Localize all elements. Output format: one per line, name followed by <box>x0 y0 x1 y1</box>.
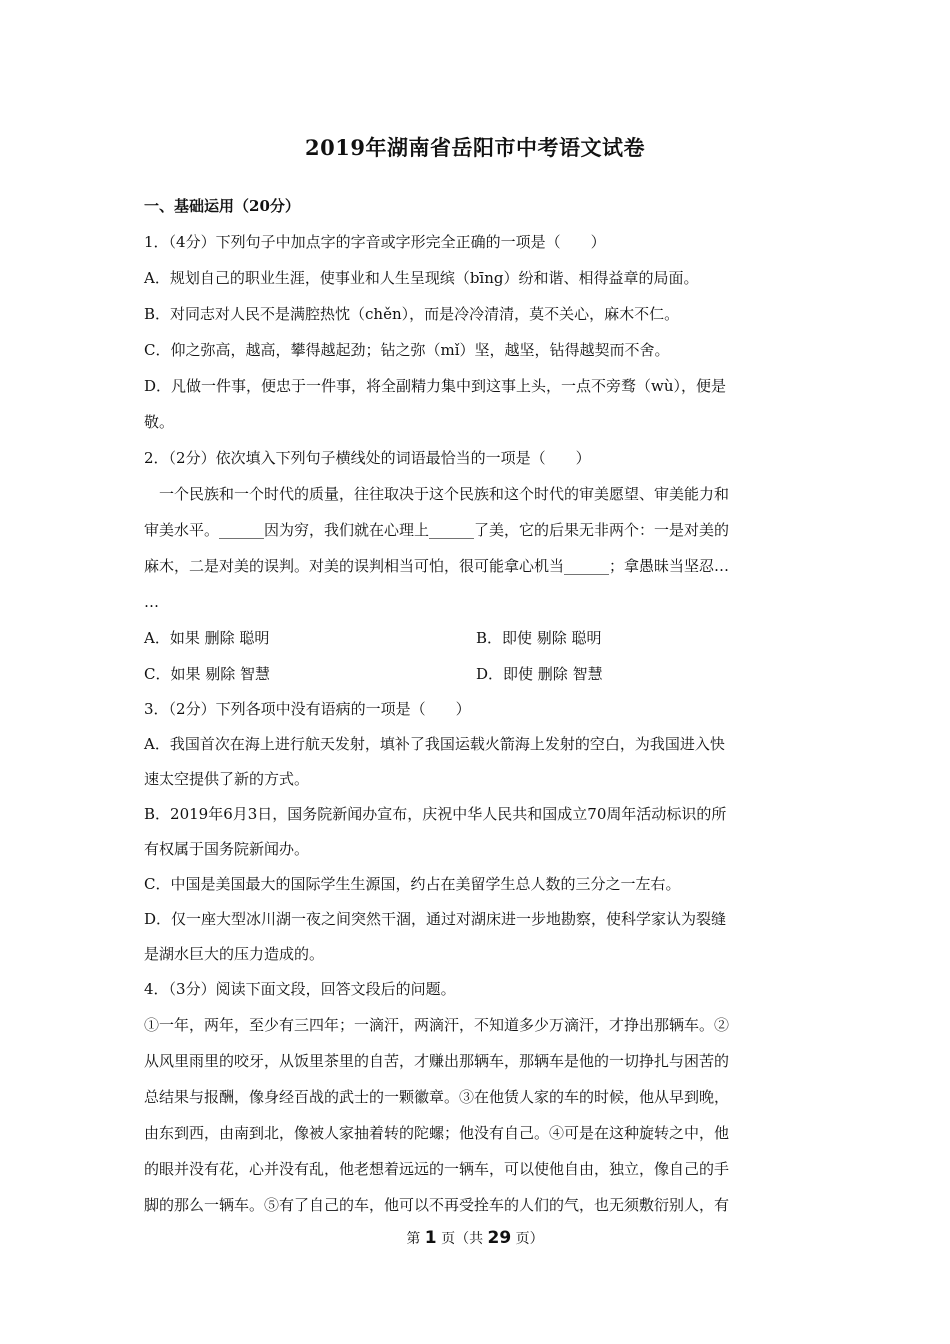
q4-passage-line: 由东到西，由南到北，像被人家抽着转的陀螺；他没有自己。④可是在这种旋转之中，他 <box>144 1124 730 1142</box>
q2-option-d: D．即使 删除 智慧 <box>476 665 603 683</box>
q1-option-b: B．对同志对人民不是满腔热忱（chěn），而是冷冷清清，莫不关心，麻木不仁。 <box>144 305 680 323</box>
footer-suffix: 页） <box>515 1231 544 1247</box>
q4-passage-line: ①一年，两年，至少有三四年；一滴汗，两滴汗，不知道多少万滴汗，才挣出那辆车。② <box>144 1016 730 1034</box>
q4-passage-line: 脚的那么一辆车。⑤有了自己的车，他可以不再受拴车的人们的气，也无须敷衍别人，有 <box>144 1196 730 1214</box>
q3-option-b-cont: 有权属于国务院新闻办。 <box>144 840 310 858</box>
section-heading: 一、基础运用（20分） <box>144 197 300 215</box>
total-page-count: 29 <box>487 1228 512 1248</box>
q4-passage-line: 从风里雨里的咬牙，从饭里茶里的自苦，才赚出那辆车，那辆车是他的一切挣扎与困苦的 <box>144 1052 730 1070</box>
q2-option-b: B．即使 剔除 聪明 <box>476 629 602 647</box>
q2-stem: 2．（2分）依次填入下列句子横线处的词语最恰当的一项是（ ） <box>144 449 591 467</box>
page-content <box>144 188 808 1223</box>
q2-passage-line: 审美水平。______因为穷，我们就在心理上______了美，它的后果无非两个：一是对美的 <box>144 521 730 539</box>
q4-passage-line: 的眼并没有花，心并没有乱，他老想着远远的一辆车，可以使他自由，独立，像自己的手 <box>144 1160 730 1178</box>
q1-option-d-cont: 敬。 <box>144 413 175 431</box>
q3-option-a-cont: 速太空提供了新的方式。 <box>144 770 310 788</box>
footer-middle: 页（共 <box>441 1231 484 1247</box>
current-page-number: 1 <box>424 1228 437 1248</box>
q2-passage-line: 一个民族和一个时代的质量，往往取决于这个民族和这个时代的审美愿望、审美能力和 <box>159 485 730 503</box>
q4-stem: 4．（3分）阅读下面文段，回答文段后的问题。 <box>144 980 456 998</box>
q3-option-a: A．我国首次在海上进行航天发射，填补了我国运载火箭海上发射的空白，为我国进入快 <box>144 735 725 753</box>
q2-passage-line: … <box>144 593 159 611</box>
q2-options-row <box>144 656 808 692</box>
q3-stem: 3．（2分）下列各项中没有语病的一项是（ ） <box>144 700 471 718</box>
q3-option-d-cont: 是湖水巨大的压力造成的。 <box>144 945 325 963</box>
page-footer <box>0 1228 950 1248</box>
q2-options-row <box>144 620 808 656</box>
q3-option-b: B．2019年6月3日，国务院新闻办宣布，庆祝中华人民共和国成立70周年活动标识的所 <box>144 805 727 823</box>
q2-option-a: A．如果 删除 聪明 <box>144 629 270 647</box>
q1-option-c: C．仰之弥高，越高，攀得越起劲；钻之弥（mǐ）坚，越坚，钻得越契而不舍。 <box>144 341 670 359</box>
q1-stem: 1．（4分）下列句子中加点字的字音或字形完全正确的一项是（ ） <box>144 233 606 251</box>
page-title: 2019年湖南省岳阳市中考语文试卷 <box>305 135 645 160</box>
q1-option-a: A．规划自己的职业生涯，使事业和人生呈现缤（bīng）纷和谐、相得益章的局面。 <box>144 269 699 287</box>
q2-passage-line: 麻木，二是对美的误判。对美的误判相当可怕，很可能拿心机当______；拿愚昧当坚忍… <box>144 557 730 575</box>
q3-option-d: D．仅一座大型冰川湖一夜之间突然干涸，通过对湖床进一步地勘察，使科学家认为裂缝 <box>144 910 727 928</box>
q3-option-c: C．中国是美国最大的国际学生生源国，约占在美留学生总人数的三分之一左右。 <box>144 875 681 893</box>
q4-passage-line: 总结果与报酬，像身经百战的武士的一颗徽章。③在他赁人家的车的时候，他从早到晚， <box>144 1088 730 1106</box>
q1-option-d: D．凡做一件事，便忠于一件事，将全副精力集中到这事上头，一点不旁骛（wù），便是 <box>144 377 727 395</box>
q2-option-c: C．如果 剔除 智慧 <box>144 665 271 683</box>
footer-prefix: 第 <box>406 1231 421 1247</box>
